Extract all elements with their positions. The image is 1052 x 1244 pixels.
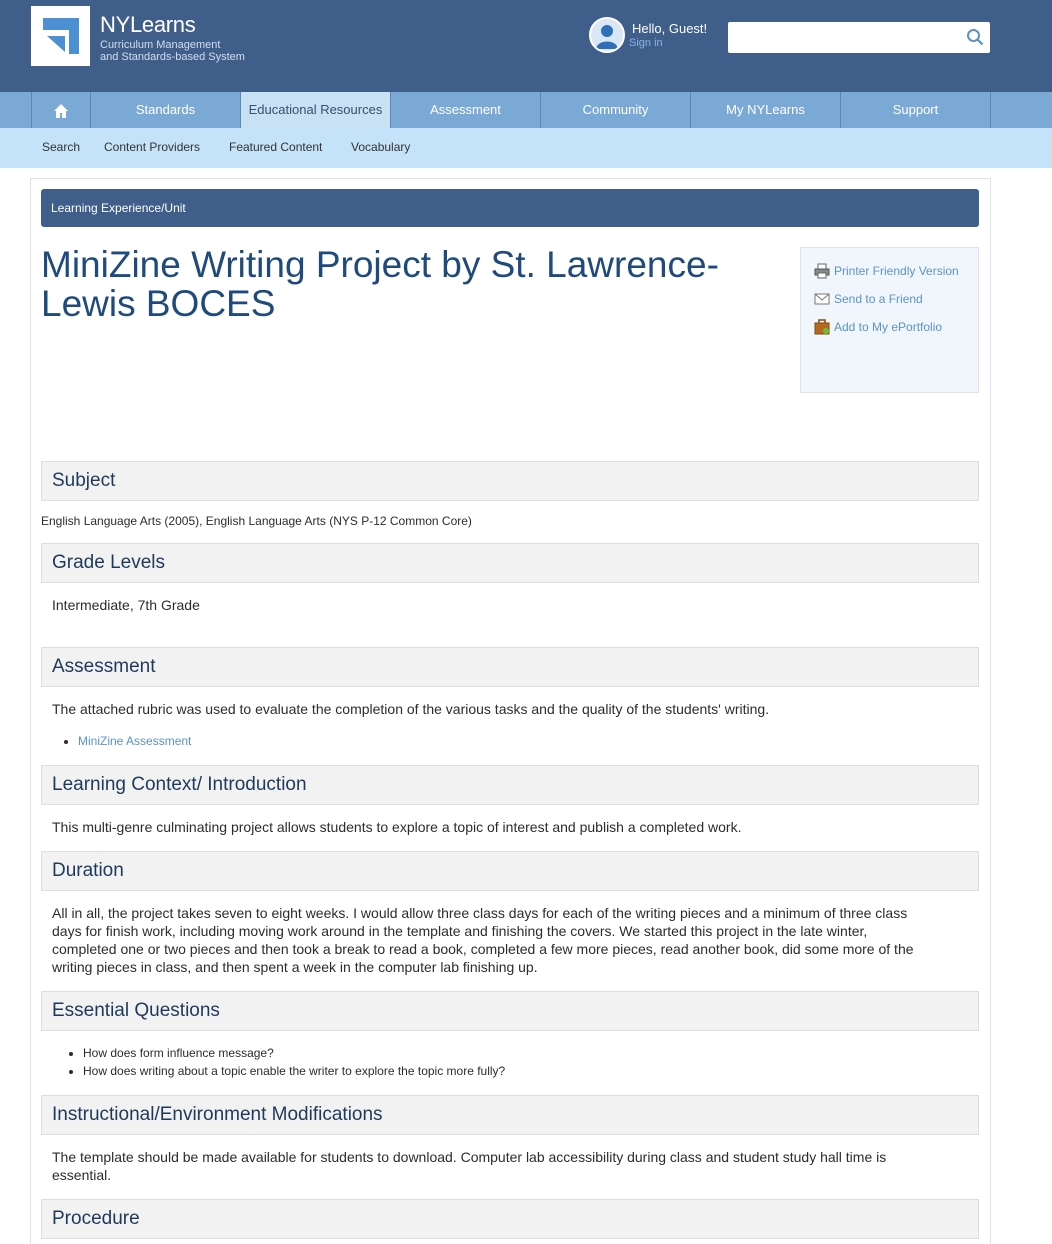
subnav-vocabulary[interactable]: Vocabulary xyxy=(351,140,411,154)
modifications-text xyxy=(52,1148,886,1184)
greeting-text: Hello, Guest! xyxy=(632,21,708,36)
logo-mark-icon xyxy=(43,18,79,54)
search-icon[interactable] xyxy=(966,28,984,46)
actions-panel xyxy=(800,247,979,393)
nav-assessment[interactable]: Assessment xyxy=(391,92,541,128)
resource-type-bar: Learning Experience/Unit xyxy=(41,189,979,227)
sub-nav xyxy=(0,128,1052,168)
section-heading-subject: Subject xyxy=(41,461,979,501)
assessment-text: The attached rubric was used to evaluate the completion of the various tasks and the quality of the students' writing. xyxy=(52,701,770,717)
printer-friendly-link[interactable] xyxy=(814,262,959,280)
add-to-eportfolio-label: Add to My ePortfolio xyxy=(834,320,943,334)
page-title: MiniZine Writing Project by St. Lawrence-Lewis BOCES xyxy=(41,244,719,324)
section-heading-modifications: Instructional/Environment Modifications xyxy=(41,1095,979,1135)
duration-text xyxy=(52,904,914,976)
subnav-search[interactable]: Search xyxy=(42,140,81,154)
section-heading-essential-questions: Essential Questions xyxy=(41,991,979,1031)
subnav-content-providers[interactable]: Content Providers xyxy=(104,140,201,154)
duration-line: All in all, the project takes seven to eight weeks. I would allow three class days for each of the writing pieces and a minimum of three class xyxy=(52,905,908,921)
brand-subtitle-line2: and Standards-based System xyxy=(100,51,245,63)
brand-subtitle-line1: Curriculum Management xyxy=(100,39,221,51)
send-to-friend-link[interactable] xyxy=(814,290,923,308)
list-item xyxy=(78,732,191,750)
duration-line: days for finish work, including moving work around in the template and finishing the covers. We started this project in the late winter, xyxy=(52,923,868,939)
section-heading-learning-context: Learning Context/ Introduction xyxy=(41,765,979,805)
subnav-featured-content[interactable]: Featured Content xyxy=(229,140,323,154)
home-button[interactable] xyxy=(31,92,91,128)
briefcase-icon xyxy=(814,319,830,335)
sign-in-link[interactable]: Sign in xyxy=(629,37,663,49)
printer-icon xyxy=(814,263,830,279)
main-nav xyxy=(0,92,1052,128)
brand-subtitle xyxy=(100,39,245,63)
section-heading-grade-levels: Grade Levels xyxy=(41,543,979,583)
minizine-assessment-link[interactable]: MiniZine Assessment xyxy=(78,734,192,748)
list-item: • How does writing about a topic enable the writer to explore the topic more fully? xyxy=(83,1062,505,1080)
essential-questions-list xyxy=(83,1044,505,1080)
section-heading-procedure: Procedure xyxy=(41,1199,979,1239)
mail-icon xyxy=(814,291,830,307)
home-icon xyxy=(53,103,69,119)
section-heading-duration: Duration xyxy=(41,851,979,891)
subject-text: English Language Arts (2005), English Language Arts (NYS P-12 Common Core) xyxy=(41,514,472,528)
printer-friendly-label: Printer Friendly Version xyxy=(834,264,959,278)
modifications-line: essential. xyxy=(52,1167,112,1183)
search-input[interactable] xyxy=(734,22,954,51)
nav-community[interactable]: Community xyxy=(541,92,691,128)
list-item: • How does form influence message? xyxy=(83,1044,505,1062)
duration-line: completed one or two pieces and then took a break to read a book, completed a few more pieces, read another book, did some more of the xyxy=(52,941,914,957)
learning-context-text: This multi-genre culminating project allows students to explore a topic of interest and publish a completed work. xyxy=(52,819,742,835)
site-header xyxy=(0,0,1052,92)
nav-my-nylearns[interactable]: My NYLearns xyxy=(691,92,841,128)
send-to-friend-label: Send to a Friend xyxy=(834,292,923,306)
logo[interactable] xyxy=(31,6,90,66)
site-search xyxy=(728,22,990,53)
duration-line: writing pieces in class, and then spent a week in the computer lab finishing up. xyxy=(52,959,538,975)
section-heading-assessment: Assessment xyxy=(41,647,979,687)
nav-standards[interactable]: Standards xyxy=(91,92,241,128)
nav-support[interactable]: Support xyxy=(841,92,991,128)
brand-name: NYLearns xyxy=(100,12,196,37)
modifications-line: The template should be made available for students to download. Computer lab accessibility during class and student study hall time is xyxy=(52,1149,887,1165)
nav-educational-resources[interactable]: Educational Resources xyxy=(241,92,391,128)
add-to-eportfolio-link[interactable] xyxy=(814,318,942,336)
assessment-attachments xyxy=(78,732,191,750)
grade-levels-text: Intermediate, 7th Grade xyxy=(52,597,200,613)
user-avatar-icon xyxy=(589,17,625,53)
